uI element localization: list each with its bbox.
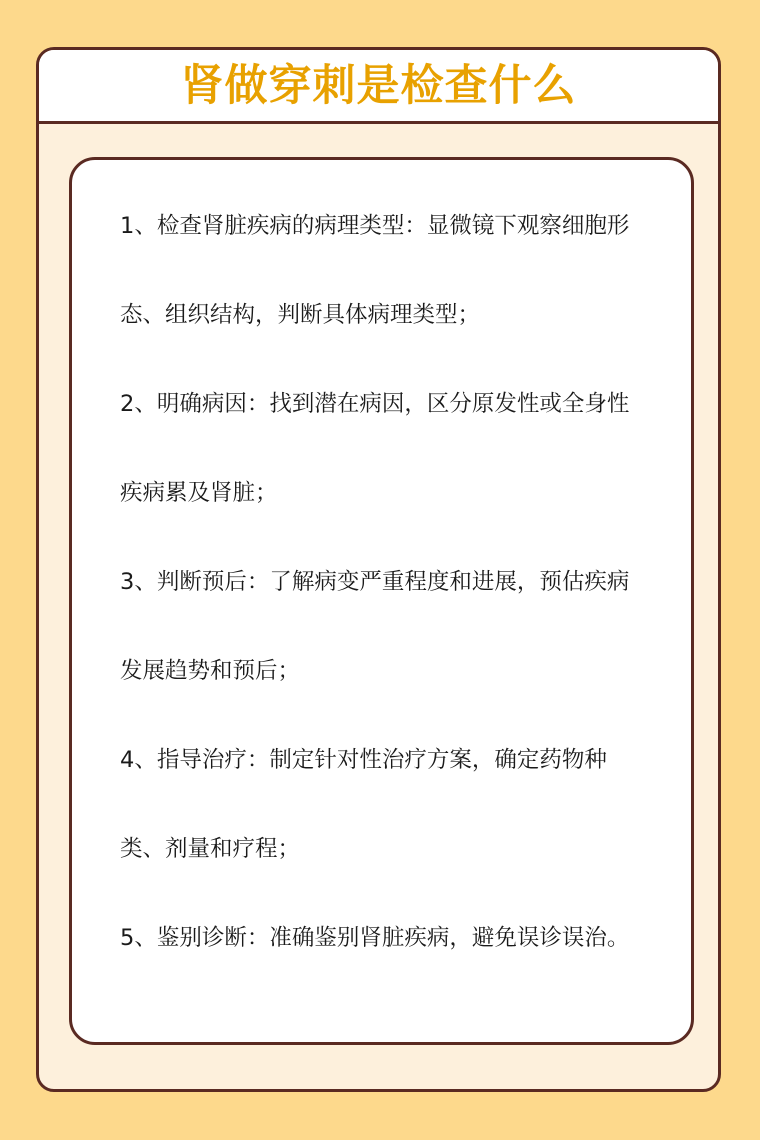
list-item-1: 1、检查肾脏疾病的病理类型：显微镜下观察细胞形态、组织结构，判断具体病理类型； [120,213,630,328]
list-item-4: 4、指导治疗：制定针对性治疗方案，确定药物种类、剂量和疗程； [120,747,607,862]
content-card [69,157,694,1045]
page-title: 肾做穿刺是检查什么 [180,61,577,111]
list-item-3: 3、判断预后：了解病变严重程度和进展，预估疾病发展趋势和预后； [120,569,630,684]
list-item-2: 2、明确病因：找到潜在病因，区分原发性或全身性疾病累及肾脏； [120,391,630,506]
outer-card [36,47,721,1092]
title-bar [39,50,718,124]
content-list [120,182,650,983]
list-item-5: 5、鉴别诊断：准确鉴别肾脏疾病，避免误诊误治。 [120,925,630,951]
